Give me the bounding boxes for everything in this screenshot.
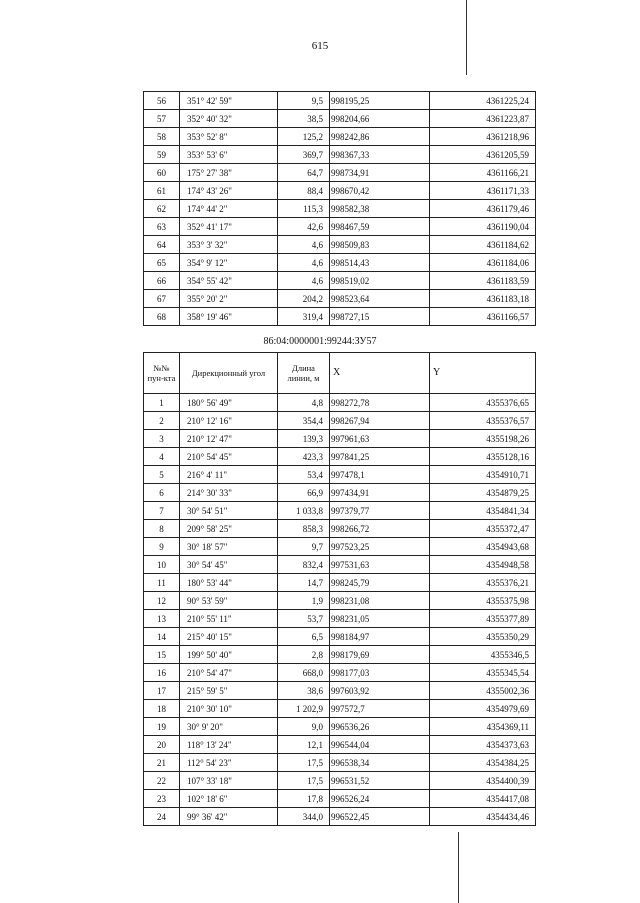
point-number-cell: 60 <box>144 164 180 182</box>
coordinates-table-bottom <box>143 352 536 826</box>
header-direction-angle: Дирекционный угол <box>180 353 278 394</box>
direction-angle-cell: 90° 53' 59" <box>180 592 278 610</box>
coord-x-cell: 998184,97 <box>330 628 430 646</box>
line-length-cell: 832,4 <box>278 556 330 574</box>
direction-angle-cell: 351° 42' 59" <box>180 92 278 110</box>
coord-y-cell: 4361183,18 <box>430 290 536 308</box>
point-number-cell: 17 <box>144 682 180 700</box>
line-length-cell: 2,8 <box>278 646 330 664</box>
coord-x-cell: 997531,63 <box>330 556 430 574</box>
direction-angle-cell: 210° 54' 47" <box>180 664 278 682</box>
coord-x-cell: 998582,38 <box>330 200 430 218</box>
direction-angle-cell: 353° 52' 8" <box>180 128 278 146</box>
table-row <box>144 610 536 628</box>
header-y: Y <box>430 353 536 394</box>
coord-y-cell: 4361166,21 <box>430 164 536 182</box>
point-number-cell: 24 <box>144 808 180 826</box>
header-line-length: Длина линии, м <box>278 353 330 394</box>
coordinates-table-top <box>143 91 536 326</box>
coord-y-cell: 4355375,98 <box>430 592 536 610</box>
line-length-cell: 9,0 <box>278 718 330 736</box>
coord-y-cell: 4354910,71 <box>430 466 536 484</box>
coord-y-cell: 4361205,59 <box>430 146 536 164</box>
table-row <box>144 110 536 128</box>
point-number-cell: 9 <box>144 538 180 556</box>
direction-angle-cell: 215° 59' 5" <box>180 682 278 700</box>
page-number: 615 <box>311 40 329 52</box>
table-row <box>144 682 536 700</box>
coord-y-cell: 4355377,89 <box>430 610 536 628</box>
coord-y-cell: 4361223,87 <box>430 110 536 128</box>
table-row <box>144 808 536 826</box>
point-number-cell: 66 <box>144 272 180 290</box>
coord-y-cell: 4355376,21 <box>430 574 536 592</box>
line-length-cell: 369,7 <box>278 146 330 164</box>
table-header-row <box>144 353 536 394</box>
line-length-cell: 4,6 <box>278 254 330 272</box>
line-length-cell: 4,6 <box>278 236 330 254</box>
coord-y-cell: 4354879,25 <box>430 484 536 502</box>
header-x: X <box>330 353 430 394</box>
parcel-id-heading: 86:04:0000001:99244:ЗУ57 <box>263 336 377 347</box>
direction-angle-cell: 353° 3' 32" <box>180 236 278 254</box>
coord-x-cell: 997841,25 <box>330 448 430 466</box>
coord-x-cell: 998367,33 <box>330 146 430 164</box>
line-length-cell: 858,3 <box>278 520 330 538</box>
coord-y-cell: 4361225,24 <box>430 92 536 110</box>
line-length-cell: 66,9 <box>278 484 330 502</box>
line-length-cell: 423,3 <box>278 448 330 466</box>
table-row <box>144 520 536 538</box>
coord-x-cell: 996526,24 <box>330 790 430 808</box>
point-number-cell: 67 <box>144 290 180 308</box>
coord-x-cell: 997961,63 <box>330 430 430 448</box>
direction-angle-cell: 99° 36' 42" <box>180 808 278 826</box>
point-number-cell: 63 <box>144 218 180 236</box>
direction-angle-cell: 214° 30' 33" <box>180 484 278 502</box>
line-length-cell: 204,2 <box>278 290 330 308</box>
table-row <box>144 592 536 610</box>
table-row <box>144 484 536 502</box>
point-number-cell: 57 <box>144 110 180 128</box>
direction-angle-cell: 354° 55' 42" <box>180 272 278 290</box>
line-length-cell: 354,4 <box>278 412 330 430</box>
line-length-cell: 17,5 <box>278 772 330 790</box>
line-length-cell: 38,5 <box>278 110 330 128</box>
direction-angle-cell: 215° 40' 15" <box>180 628 278 646</box>
table-row <box>144 718 536 736</box>
coord-y-cell: 4355345,54 <box>430 664 536 682</box>
direction-angle-cell: 210° 55' 11" <box>180 610 278 628</box>
coord-x-cell: 998195,25 <box>330 92 430 110</box>
coord-y-cell: 4361171,33 <box>430 182 536 200</box>
line-length-cell: 4,6 <box>278 272 330 290</box>
direction-angle-cell: 30° 9' 20" <box>180 718 278 736</box>
table-row <box>144 628 536 646</box>
coord-x-cell: 996536,26 <box>330 718 430 736</box>
table-row <box>144 646 536 664</box>
coord-x-cell: 998727,15 <box>330 308 430 326</box>
line-length-cell: 12,1 <box>278 736 330 754</box>
coord-y-cell: 4354417,08 <box>430 790 536 808</box>
point-number-cell: 23 <box>144 790 180 808</box>
table-row <box>144 700 536 718</box>
coord-y-cell: 4354948,58 <box>430 556 536 574</box>
coord-x-cell: 998179,69 <box>330 646 430 664</box>
coord-x-cell: 998670,42 <box>330 182 430 200</box>
coord-x-cell: 998231,05 <box>330 610 430 628</box>
line-length-cell: 9,7 <box>278 538 330 556</box>
point-number-cell: 11 <box>144 574 180 592</box>
line-length-cell: 17,5 <box>278 754 330 772</box>
table-row <box>144 736 536 754</box>
coord-x-cell: 998272,78 <box>330 394 430 412</box>
coord-x-cell: 998509,83 <box>330 236 430 254</box>
point-number-cell: 3 <box>144 430 180 448</box>
margin-line-top <box>466 0 467 75</box>
table-row <box>144 790 536 808</box>
coord-y-cell: 4361183,59 <box>430 272 536 290</box>
direction-angle-cell: 174° 43' 26" <box>180 182 278 200</box>
direction-angle-cell: 209° 58' 25" <box>180 520 278 538</box>
direction-angle-cell: 180° 56' 49" <box>180 394 278 412</box>
table-row <box>144 164 536 182</box>
point-number-cell: 19 <box>144 718 180 736</box>
table-row <box>144 574 536 592</box>
table-row <box>144 664 536 682</box>
table-row <box>144 290 536 308</box>
direction-angle-cell: 30° 54' 51" <box>180 502 278 520</box>
line-length-cell: 139,3 <box>278 430 330 448</box>
direction-angle-cell: 118° 13' 24" <box>180 736 278 754</box>
margin-line-bottom <box>458 832 459 903</box>
table-row <box>144 182 536 200</box>
point-number-cell: 21 <box>144 754 180 772</box>
line-length-cell: 1 033,8 <box>278 502 330 520</box>
direction-angle-cell: 210° 54' 45" <box>180 448 278 466</box>
table-row <box>144 200 536 218</box>
direction-angle-cell: 30° 18' 57" <box>180 538 278 556</box>
line-length-cell: 319,4 <box>278 308 330 326</box>
line-length-cell: 1 202,9 <box>278 700 330 718</box>
direction-angle-cell: 358° 19' 46" <box>180 308 278 326</box>
table-row <box>144 502 536 520</box>
table-row <box>144 394 536 412</box>
coord-x-cell: 997523,25 <box>330 538 430 556</box>
point-number-cell: 61 <box>144 182 180 200</box>
point-number-cell: 1 <box>144 394 180 412</box>
table-row <box>144 556 536 574</box>
point-number-cell: 62 <box>144 200 180 218</box>
coord-x-cell: 998734,91 <box>330 164 430 182</box>
point-number-cell: 13 <box>144 610 180 628</box>
coord-y-cell: 4361184,06 <box>430 254 536 272</box>
coord-x-cell: 996522,45 <box>330 808 430 826</box>
point-number-cell: 6 <box>144 484 180 502</box>
coord-y-cell: 4354979,69 <box>430 700 536 718</box>
header-point-number: №№ пун-кта <box>144 353 180 394</box>
direction-angle-cell: 353° 53' 6" <box>180 146 278 164</box>
table-row <box>144 448 536 466</box>
line-length-cell: 17,8 <box>278 790 330 808</box>
direction-angle-cell: 210° 12' 47" <box>180 430 278 448</box>
point-number-cell: 20 <box>144 736 180 754</box>
point-number-cell: 7 <box>144 502 180 520</box>
line-length-cell: 1,9 <box>278 592 330 610</box>
coord-x-cell: 998245,79 <box>330 574 430 592</box>
direction-angle-cell: 355° 20' 2" <box>180 290 278 308</box>
point-number-cell: 5 <box>144 466 180 484</box>
table-row <box>144 218 536 236</box>
line-length-cell: 344,0 <box>278 808 330 826</box>
point-number-cell: 56 <box>144 92 180 110</box>
coord-y-cell: 4355198,26 <box>430 430 536 448</box>
coord-x-cell: 997572,7 <box>330 700 430 718</box>
table-row <box>144 146 536 164</box>
line-length-cell: 115,3 <box>278 200 330 218</box>
direction-angle-cell: 30° 54' 45" <box>180 556 278 574</box>
point-number-cell: 12 <box>144 592 180 610</box>
coord-y-cell: 4354400,39 <box>430 772 536 790</box>
direction-angle-cell: 216° 4' 11" <box>180 466 278 484</box>
direction-angle-cell: 112° 54' 23" <box>180 754 278 772</box>
coord-x-cell: 998519,02 <box>330 272 430 290</box>
table-row <box>144 272 536 290</box>
point-number-cell: 18 <box>144 700 180 718</box>
coord-x-cell: 998177,03 <box>330 664 430 682</box>
point-number-cell: 68 <box>144 308 180 326</box>
point-number-cell: 59 <box>144 146 180 164</box>
table-row <box>144 430 536 448</box>
table-row <box>144 236 536 254</box>
line-length-cell: 4,8 <box>278 394 330 412</box>
table-row <box>144 128 536 146</box>
point-number-cell: 8 <box>144 520 180 538</box>
point-number-cell: 58 <box>144 128 180 146</box>
direction-angle-cell: 102° 18' 6" <box>180 790 278 808</box>
coord-x-cell: 998204,66 <box>330 110 430 128</box>
line-length-cell: 668,0 <box>278 664 330 682</box>
point-number-cell: 64 <box>144 236 180 254</box>
line-length-cell: 9,5 <box>278 92 330 110</box>
line-length-cell: 38,6 <box>278 682 330 700</box>
coord-y-cell: 4355372,47 <box>430 520 536 538</box>
line-length-cell: 88,4 <box>278 182 330 200</box>
table-row <box>144 92 536 110</box>
coord-y-cell: 4354943,68 <box>430 538 536 556</box>
coord-y-cell: 4361218,96 <box>430 128 536 146</box>
coord-y-cell: 4354434,46 <box>430 808 536 826</box>
direction-angle-cell: 199° 50' 40" <box>180 646 278 664</box>
table-row <box>144 412 536 430</box>
coord-y-cell: 4354373,63 <box>430 736 536 754</box>
point-number-cell: 2 <box>144 412 180 430</box>
table-row <box>144 538 536 556</box>
point-number-cell: 15 <box>144 646 180 664</box>
point-number-cell: 14 <box>144 628 180 646</box>
coord-x-cell: 998231,08 <box>330 592 430 610</box>
table-row <box>144 754 536 772</box>
direction-angle-cell: 175° 27' 38" <box>180 164 278 182</box>
coord-y-cell: 4355346,5 <box>430 646 536 664</box>
coord-x-cell: 998523,64 <box>330 290 430 308</box>
direction-angle-cell: 352° 40' 32" <box>180 110 278 128</box>
coord-x-cell: 998242,86 <box>330 128 430 146</box>
coord-y-cell: 4354384,25 <box>430 754 536 772</box>
coord-y-cell: 4355376,57 <box>430 412 536 430</box>
coord-x-cell: 997379,77 <box>330 502 430 520</box>
line-length-cell: 14,7 <box>278 574 330 592</box>
coord-y-cell: 4355350,29 <box>430 628 536 646</box>
table-row <box>144 254 536 272</box>
coord-y-cell: 4361184,62 <box>430 236 536 254</box>
point-number-cell: 16 <box>144 664 180 682</box>
coord-y-cell: 4355002,36 <box>430 682 536 700</box>
coord-x-cell: 998514,43 <box>330 254 430 272</box>
table-row <box>144 308 536 326</box>
coord-y-cell: 4361166,57 <box>430 308 536 326</box>
coord-y-cell: 4361179,46 <box>430 200 536 218</box>
line-length-cell: 53,4 <box>278 466 330 484</box>
coord-x-cell: 998467,59 <box>330 218 430 236</box>
table-row <box>144 466 536 484</box>
direction-angle-cell: 352° 41' 17" <box>180 218 278 236</box>
direction-angle-cell: 174° 44' 2" <box>180 200 278 218</box>
coord-x-cell: 996531,52 <box>330 772 430 790</box>
coord-y-cell: 4354841,34 <box>430 502 536 520</box>
coord-x-cell: 997478,1 <box>330 466 430 484</box>
coord-y-cell: 4355376,65 <box>430 394 536 412</box>
line-length-cell: 125,2 <box>278 128 330 146</box>
coord-x-cell: 996544,04 <box>330 736 430 754</box>
line-length-cell: 42,6 <box>278 218 330 236</box>
line-length-cell: 53,7 <box>278 610 330 628</box>
line-length-cell: 6,5 <box>278 628 330 646</box>
coord-x-cell: 997434,91 <box>330 484 430 502</box>
coord-x-cell: 998267,94 <box>330 412 430 430</box>
coord-y-cell: 4355128,16 <box>430 448 536 466</box>
direction-angle-cell: 354° 9' 12" <box>180 254 278 272</box>
direction-angle-cell: 180° 53' 44" <box>180 574 278 592</box>
coord-x-cell: 997603,92 <box>330 682 430 700</box>
point-number-cell: 65 <box>144 254 180 272</box>
table-row <box>144 772 536 790</box>
coord-x-cell: 996538,34 <box>330 754 430 772</box>
direction-angle-cell: 210° 30' 10" <box>180 700 278 718</box>
point-number-cell: 22 <box>144 772 180 790</box>
direction-angle-cell: 107° 33' 18" <box>180 772 278 790</box>
direction-angle-cell: 210° 12' 16" <box>180 412 278 430</box>
coord-y-cell: 4354369,11 <box>430 718 536 736</box>
coord-y-cell: 4361190,04 <box>430 218 536 236</box>
point-number-cell: 4 <box>144 448 180 466</box>
coord-x-cell: 998266,72 <box>330 520 430 538</box>
line-length-cell: 64,7 <box>278 164 330 182</box>
point-number-cell: 10 <box>144 556 180 574</box>
